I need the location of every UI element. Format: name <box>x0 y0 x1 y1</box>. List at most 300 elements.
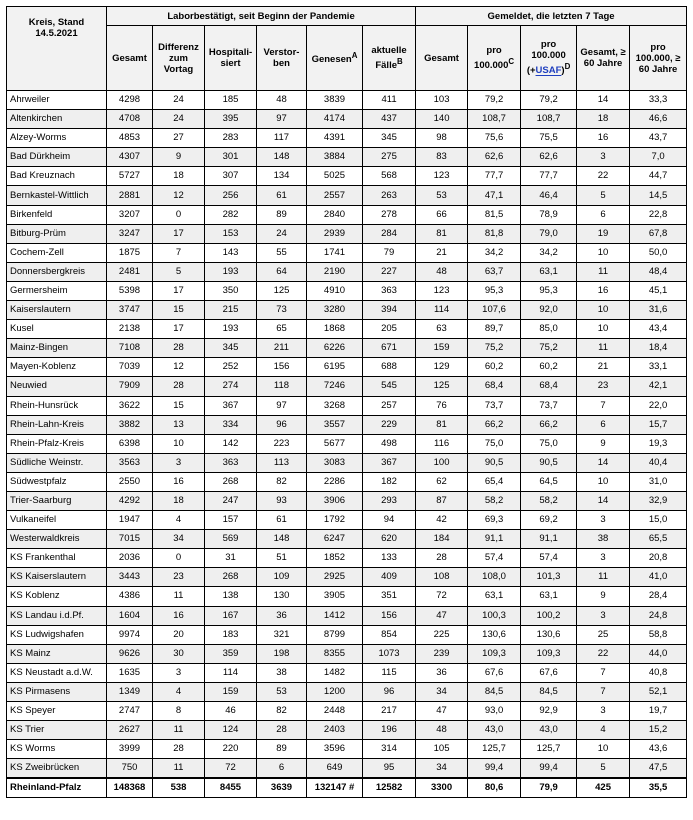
value-cell: 103 <box>416 91 468 110</box>
value-cell: 48 <box>416 721 468 740</box>
value-cell: 118 <box>257 377 307 396</box>
value-cell: 3207 <box>107 205 153 224</box>
value-cell: 363 <box>205 453 257 472</box>
district-name-cell: Germersheim <box>7 281 107 300</box>
value-cell: 123 <box>416 167 468 186</box>
value-cell: 12582 <box>363 778 416 798</box>
value-cell: 301 <box>205 148 257 167</box>
table-row <box>7 625 687 644</box>
district-name-cell: Südliche Weinstr. <box>7 453 107 472</box>
value-cell: 67,8 <box>630 224 687 243</box>
value-cell: 2190 <box>307 262 363 281</box>
value-cell: 498 <box>363 434 416 453</box>
table-row <box>7 167 687 186</box>
value-cell: 58,2 <box>521 491 577 510</box>
value-cell: 367 <box>363 453 416 472</box>
value-cell: 321 <box>257 625 307 644</box>
value-cell: 24,8 <box>630 606 687 625</box>
value-cell: 10 <box>577 472 630 491</box>
value-cell: 2881 <box>107 186 153 205</box>
value-cell: 99,4 <box>468 759 521 779</box>
value-cell: 78,9 <box>521 205 577 224</box>
value-cell: 18,4 <box>630 339 687 358</box>
value-cell: 55 <box>257 243 307 262</box>
value-cell: 50,0 <box>630 243 687 262</box>
col-7d-pro-100k-usaf: pro 100.000 (+USAF)$^D$ <box>521 26 577 91</box>
value-cell: 58,2 <box>468 491 521 510</box>
value-cell: 1741 <box>307 243 363 262</box>
district-name-cell: Bad Dürkheim <box>7 148 107 167</box>
value-cell: 138 <box>205 587 257 606</box>
value-cell: 239 <box>416 644 468 663</box>
value-cell: 1635 <box>107 663 153 682</box>
value-cell: 4853 <box>107 129 153 148</box>
table-row <box>7 453 687 472</box>
value-cell: 5 <box>577 186 630 205</box>
value-cell: 65,4 <box>468 472 521 491</box>
value-cell: 100 <box>416 453 468 472</box>
value-cell: 649 <box>307 759 363 779</box>
value-cell: 43,7 <box>630 129 687 148</box>
value-cell: 28 <box>153 339 205 358</box>
value-cell: 4 <box>153 511 205 530</box>
value-cell: 47 <box>416 702 468 721</box>
value-cell: 12 <box>153 186 205 205</box>
value-cell: 229 <box>363 415 416 434</box>
value-cell: 11 <box>577 262 630 281</box>
value-cell: 15 <box>153 396 205 415</box>
table-header <box>7 7 687 91</box>
district-name-cell: Kusel <box>7 320 107 339</box>
table-row <box>7 491 687 510</box>
table-row <box>7 644 687 663</box>
district-name-cell: Bernkastel-Wittlich <box>7 186 107 205</box>
value-cell: 854 <box>363 625 416 644</box>
district-name-cell: Westerwaldkreis <box>7 530 107 549</box>
value-cell: 1792 <box>307 511 363 530</box>
value-cell: 60,2 <box>521 358 577 377</box>
value-cell: 108 <box>416 568 468 587</box>
value-cell: 2448 <box>307 702 363 721</box>
value-cell: 3563 <box>107 453 153 472</box>
value-cell: 21 <box>416 243 468 262</box>
value-cell: 48 <box>257 91 307 110</box>
value-cell: 38 <box>257 663 307 682</box>
value-cell: 15 <box>153 301 205 320</box>
value-cell: 53 <box>416 186 468 205</box>
value-cell: 140 <box>416 110 468 129</box>
col-verstorben: Verstor-ben <box>257 26 307 91</box>
value-cell: 124 <box>205 721 257 740</box>
value-cell: 274 <box>205 377 257 396</box>
value-cell: 113 <box>257 453 307 472</box>
value-cell: 43,6 <box>630 740 687 759</box>
value-cell: 367 <box>205 396 257 415</box>
value-cell: 2939 <box>307 224 363 243</box>
value-cell: 28 <box>416 549 468 568</box>
value-cell: 9 <box>577 587 630 606</box>
district-name-cell: Rheinland-Pfalz <box>7 778 107 798</box>
table-row <box>7 759 687 779</box>
table-row <box>7 129 687 148</box>
district-name-cell: Rhein-Hunsrück <box>7 396 107 415</box>
value-cell: 2840 <box>307 205 363 224</box>
value-cell: 97 <box>257 396 307 415</box>
value-cell: 11 <box>577 339 630 358</box>
value-cell: 32,9 <box>630 491 687 510</box>
value-cell: 40,4 <box>630 453 687 472</box>
value-cell: 129 <box>416 358 468 377</box>
value-cell: 67,6 <box>468 663 521 682</box>
value-cell: 10 <box>153 434 205 453</box>
table-row <box>7 243 687 262</box>
value-cell: 125 <box>416 377 468 396</box>
value-cell: 182 <box>363 472 416 491</box>
value-cell: 69,2 <box>521 511 577 530</box>
value-cell: 80,6 <box>468 778 521 798</box>
value-cell: 82 <box>257 472 307 491</box>
table-row <box>7 205 687 224</box>
value-cell: 3247 <box>107 224 153 243</box>
value-cell: 82 <box>257 702 307 721</box>
value-cell: 3 <box>153 663 205 682</box>
value-cell: 14,5 <box>630 186 687 205</box>
col-7d-gesamt-60: Gesamt, ≥ 60 Jahre <box>577 26 630 91</box>
table-row <box>7 511 687 530</box>
table-row <box>7 339 687 358</box>
district-name-cell: KS Pirmasens <box>7 682 107 701</box>
value-cell: 5677 <box>307 434 363 453</box>
value-cell: 108,0 <box>468 568 521 587</box>
value-cell: 3882 <box>107 415 153 434</box>
value-cell: 3 <box>577 148 630 167</box>
col-differenz: Differenz zum Vortag <box>153 26 205 91</box>
value-cell: 31,6 <box>630 301 687 320</box>
value-cell: 11 <box>577 568 630 587</box>
value-cell: 3906 <box>307 491 363 510</box>
value-cell: 1349 <box>107 682 153 701</box>
value-cell: 394 <box>363 301 416 320</box>
value-cell: 148 <box>257 530 307 549</box>
value-cell: 4386 <box>107 587 153 606</box>
value-cell: 58,8 <box>630 625 687 644</box>
table-row <box>7 606 687 625</box>
district-name-cell: Donnersbergkreis <box>7 262 107 281</box>
value-cell: 89 <box>257 740 307 759</box>
value-cell: 105 <box>416 740 468 759</box>
value-cell: 3557 <box>307 415 363 434</box>
value-cell: 7 <box>577 682 630 701</box>
value-cell: 46 <box>205 702 257 721</box>
value-cell: 60,2 <box>468 358 521 377</box>
col-7d-pro-100k-60: pro 100.000, ≥ 60 Jahre <box>630 26 687 91</box>
value-cell: 3 <box>577 549 630 568</box>
value-cell: 10 <box>577 320 630 339</box>
value-cell: 62,6 <box>521 148 577 167</box>
value-cell: 18 <box>153 167 205 186</box>
kreis-stand-header: Kreis, Stand 14.5.2021 <box>7 7 107 91</box>
table-row <box>7 549 687 568</box>
value-cell: 101,3 <box>521 568 577 587</box>
value-cell: 77,7 <box>468 167 521 186</box>
value-cell: 72 <box>205 759 257 779</box>
value-cell: 314 <box>363 740 416 759</box>
table-body <box>7 91 687 798</box>
value-cell: 0 <box>153 205 205 224</box>
value-cell: 409 <box>363 568 416 587</box>
value-cell: 538 <box>153 778 205 798</box>
value-cell: 351 <box>363 587 416 606</box>
value-cell: 84,5 <box>468 682 521 701</box>
district-name-cell: Birkenfeld <box>7 205 107 224</box>
table-row <box>7 682 687 701</box>
value-cell: 17 <box>153 224 205 243</box>
value-cell: 2627 <box>107 721 153 740</box>
value-cell: 1852 <box>307 549 363 568</box>
table-row <box>7 587 687 606</box>
value-cell: 3999 <box>107 740 153 759</box>
value-cell: 57,4 <box>468 549 521 568</box>
district-name-cell: Neuwied <box>7 377 107 396</box>
value-cell: 545 <box>363 377 416 396</box>
value-cell: 3 <box>577 606 630 625</box>
value-cell: 34 <box>416 759 468 779</box>
value-cell: 9 <box>153 148 205 167</box>
value-cell: 3639 <box>257 778 307 798</box>
value-cell: 91,1 <box>468 530 521 549</box>
value-cell: 75,2 <box>468 339 521 358</box>
value-cell: 293 <box>363 491 416 510</box>
value-cell: 6 <box>577 205 630 224</box>
value-cell: 1482 <box>307 663 363 682</box>
value-cell: 3622 <box>107 396 153 415</box>
value-cell: 185 <box>205 91 257 110</box>
value-cell: 87 <box>416 491 468 510</box>
value-cell: 43,0 <box>468 721 521 740</box>
value-cell: 53 <box>257 682 307 701</box>
value-cell: 10 <box>577 301 630 320</box>
value-cell: 411 <box>363 91 416 110</box>
value-cell: 183 <box>205 625 257 644</box>
value-cell: 4391 <box>307 129 363 148</box>
value-cell: 34 <box>416 682 468 701</box>
value-cell: 7,0 <box>630 148 687 167</box>
value-cell: 263 <box>363 186 416 205</box>
value-cell: 11 <box>153 587 205 606</box>
value-cell: 62 <box>416 472 468 491</box>
value-cell: 24 <box>153 110 205 129</box>
value-cell: 334 <box>205 415 257 434</box>
value-cell: 91,1 <box>521 530 577 549</box>
value-cell: 7015 <box>107 530 153 549</box>
value-cell: 350 <box>205 281 257 300</box>
district-name-cell: Alzey-Worms <box>7 129 107 148</box>
value-cell: 184 <box>416 530 468 549</box>
value-cell: 4 <box>577 721 630 740</box>
value-cell: 2925 <box>307 568 363 587</box>
value-cell: 284 <box>363 224 416 243</box>
table-row <box>7 224 687 243</box>
value-cell: 3 <box>153 453 205 472</box>
table-row <box>7 472 687 491</box>
value-cell: 7039 <box>107 358 153 377</box>
value-cell: 67,6 <box>521 663 577 682</box>
value-cell: 90,5 <box>521 453 577 472</box>
value-cell: 3443 <box>107 568 153 587</box>
value-cell: 42,1 <box>630 377 687 396</box>
value-cell: 7108 <box>107 339 153 358</box>
value-cell: 153 <box>205 224 257 243</box>
value-cell: 132147 # <box>307 778 363 798</box>
value-cell: 1412 <box>307 606 363 625</box>
district-name-cell: Mainz-Bingen <box>7 339 107 358</box>
value-cell: 79 <box>363 243 416 262</box>
value-cell: 142 <box>205 434 257 453</box>
value-cell: 1073 <box>363 644 416 663</box>
value-cell: 33,3 <box>630 91 687 110</box>
district-name-cell: Altenkirchen <box>7 110 107 129</box>
value-cell: 75,0 <box>468 434 521 453</box>
value-cell: 79,0 <box>521 224 577 243</box>
value-cell: 125 <box>257 281 307 300</box>
value-cell: 18 <box>153 491 205 510</box>
value-cell: 134 <box>257 167 307 186</box>
district-name-cell: Rhein-Pfalz-Kreis <box>7 434 107 453</box>
table-row <box>7 186 687 205</box>
value-cell: 345 <box>363 129 416 148</box>
value-cell: 130 <box>257 587 307 606</box>
value-cell: 14 <box>577 91 630 110</box>
value-cell: 3268 <box>307 396 363 415</box>
value-cell: 15,2 <box>630 721 687 740</box>
value-cell: 7909 <box>107 377 153 396</box>
value-cell: 68,4 <box>468 377 521 396</box>
value-cell: 4298 <box>107 91 153 110</box>
value-cell: 20,8 <box>630 549 687 568</box>
value-cell: 156 <box>363 606 416 625</box>
table-row <box>7 434 687 453</box>
value-cell: 247 <box>205 491 257 510</box>
value-cell: 2403 <box>307 721 363 740</box>
value-cell: 2481 <box>107 262 153 281</box>
value-cell: 51 <box>257 549 307 568</box>
value-cell: 28 <box>257 721 307 740</box>
value-cell: 8799 <box>307 625 363 644</box>
value-cell: 3905 <box>307 587 363 606</box>
value-cell: 77,7 <box>521 167 577 186</box>
usaf-label: USAF <box>535 65 562 77</box>
district-name-cell: KS Neustadt a.d.W. <box>7 663 107 682</box>
value-cell: 193 <box>205 320 257 339</box>
value-cell: 257 <box>363 396 416 415</box>
value-cell: 42 <box>416 511 468 530</box>
col-genesen: Genesen$^A$ <box>307 26 363 91</box>
table-row <box>7 415 687 434</box>
value-cell: 95 <box>363 759 416 779</box>
value-cell: 90,5 <box>468 453 521 472</box>
value-cell: 15,7 <box>630 415 687 434</box>
value-cell: 89 <box>257 205 307 224</box>
value-cell: 117 <box>257 129 307 148</box>
value-cell: 12 <box>153 358 205 377</box>
value-cell: 23 <box>577 377 630 396</box>
col-aktuelle-faelle: aktuelle Fälle$^B$ <box>363 26 416 91</box>
value-cell: 7 <box>577 663 630 682</box>
value-cell: 198 <box>257 644 307 663</box>
value-cell: 10 <box>577 740 630 759</box>
value-cell: 109,3 <box>468 644 521 663</box>
value-cell: 18 <box>577 110 630 129</box>
value-cell: 100,2 <box>521 606 577 625</box>
value-cell: 79,2 <box>468 91 521 110</box>
last-7-days-group-header: Gemeldet, die letzten 7 Tage <box>416 7 687 26</box>
value-cell: 48,4 <box>630 262 687 281</box>
value-cell: 85,0 <box>521 320 577 339</box>
value-cell: 66 <box>416 205 468 224</box>
district-name-cell: KS Landau i.d.Pf. <box>7 606 107 625</box>
value-cell: 65,5 <box>630 530 687 549</box>
value-cell: 750 <box>107 759 153 779</box>
value-cell: 81,5 <box>468 205 521 224</box>
value-cell: 45,1 <box>630 281 687 300</box>
table-row <box>7 281 687 300</box>
value-cell: 63,7 <box>468 262 521 281</box>
value-cell: 66,2 <box>468 415 521 434</box>
value-cell: 9626 <box>107 644 153 663</box>
value-cell: 22 <box>577 644 630 663</box>
value-cell: 5 <box>153 262 205 281</box>
value-cell: 5025 <box>307 167 363 186</box>
table-row <box>7 530 687 549</box>
value-cell: 159 <box>416 339 468 358</box>
value-cell: 43,4 <box>630 320 687 339</box>
value-cell: 75,0 <box>521 434 577 453</box>
value-cell: 17 <box>153 320 205 339</box>
value-cell: 3 <box>577 702 630 721</box>
value-cell: 278 <box>363 205 416 224</box>
value-cell: 89,7 <box>468 320 521 339</box>
district-name-cell: KS Koblenz <box>7 587 107 606</box>
value-cell: 23 <box>153 568 205 587</box>
value-cell: 114 <box>416 301 468 320</box>
value-cell: 620 <box>363 530 416 549</box>
value-cell: 34 <box>153 530 205 549</box>
value-cell: 81 <box>416 224 468 243</box>
table-row <box>7 663 687 682</box>
value-cell: 19,3 <box>630 434 687 453</box>
value-cell: 14 <box>577 453 630 472</box>
value-cell: 79,9 <box>521 778 577 798</box>
value-cell: 73 <box>257 301 307 320</box>
value-cell: 4910 <box>307 281 363 300</box>
value-cell: 28 <box>153 740 205 759</box>
value-cell: 41,0 <box>630 568 687 587</box>
table-row <box>7 740 687 759</box>
value-cell: 1604 <box>107 606 153 625</box>
value-cell: 395 <box>205 110 257 129</box>
value-cell: 437 <box>363 110 416 129</box>
value-cell: 1868 <box>307 320 363 339</box>
value-cell: 95,3 <box>468 281 521 300</box>
value-cell: 275 <box>363 148 416 167</box>
value-cell: 43,0 <box>521 721 577 740</box>
value-cell: 133 <box>363 549 416 568</box>
value-cell: 46,4 <box>521 186 577 205</box>
value-cell: 76 <box>416 396 468 415</box>
value-cell: 93,0 <box>468 702 521 721</box>
value-cell: 156 <box>257 358 307 377</box>
value-cell: 28,4 <box>630 587 687 606</box>
